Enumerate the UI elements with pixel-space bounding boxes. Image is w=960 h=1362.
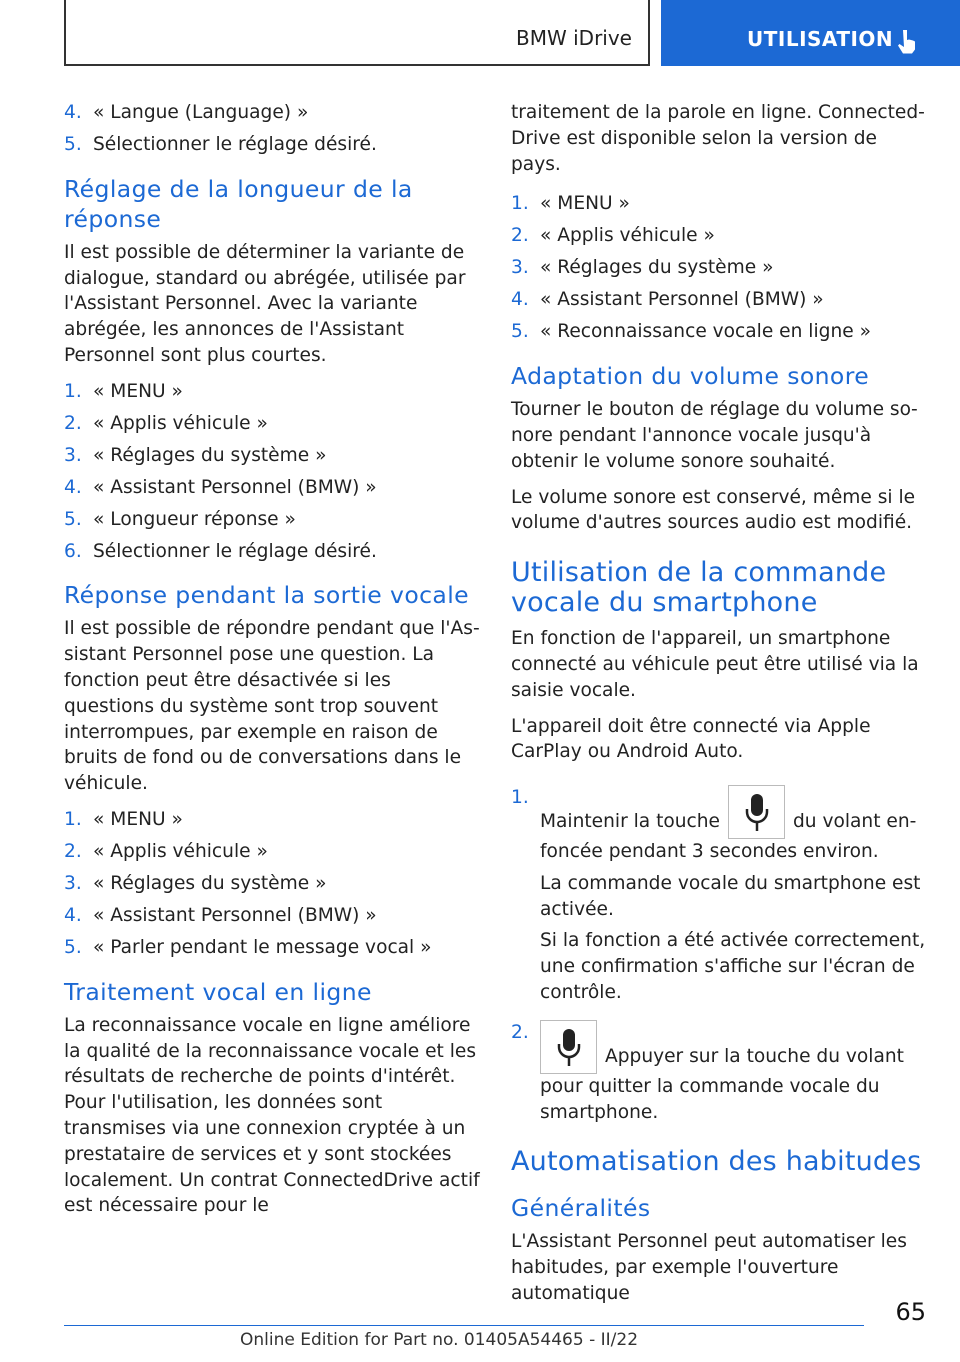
- list-item: [511, 255, 927, 281]
- step-number: 4.: [64, 905, 82, 927]
- step-text: « Réglages du système »: [93, 873, 327, 895]
- right-column: [511, 100, 927, 1317]
- page-number: 65: [895, 1298, 926, 1326]
- step-text: Appuyer sur la touche du volant pour quitter la commande vocale du smartphone.: [540, 1045, 904, 1123]
- chapter-heading: Utilisation de la commande vocale du smartphone: [511, 557, 887, 619]
- step-number: 1.: [64, 380, 82, 402]
- list-item: [511, 319, 927, 345]
- section-heading: Adaptation du volume sonore: [511, 362, 870, 391]
- section-tab-label: UTILISATION: [747, 27, 894, 51]
- chapter-heading: Automatisation des habitudes: [511, 1146, 922, 1178]
- list-item: [64, 443, 480, 469]
- step-text: « Applis véhicule »: [540, 225, 715, 247]
- list-item: [64, 132, 480, 158]
- section-heading: Réglage de la longueur de la réponse: [64, 174, 413, 233]
- step-text: « Applis véhicule »: [93, 841, 268, 863]
- step-number: 5.: [64, 133, 82, 155]
- step-text: Sélectionner le réglage désiré.: [93, 540, 377, 562]
- step-number: 2.: [64, 841, 82, 863]
- step-number: 3.: [511, 257, 529, 279]
- header-frame: [64, 0, 650, 66]
- step-text: « Assistant Personnel (BMW) »: [93, 476, 377, 498]
- step-number: 4.: [64, 102, 82, 123]
- section-heading: Réponse pendant la sortie vocale: [64, 581, 470, 610]
- list-item: [64, 903, 480, 929]
- step-list: [511, 785, 927, 1125]
- step-number: 4.: [511, 289, 529, 311]
- step-text: « Assistant Personnel (BMW) »: [540, 289, 824, 311]
- list-item: [64, 871, 480, 897]
- step-number: 1.: [64, 809, 82, 831]
- step-number: 3.: [64, 444, 82, 466]
- step-number: 5.: [64, 508, 82, 530]
- step-number: 3.: [64, 873, 82, 895]
- header-title: BMW iDrive: [516, 26, 632, 50]
- list-item: [64, 539, 480, 565]
- footer-edition: Online Edition for Part no. 01405A54465 - II/22: [240, 1330, 639, 1350]
- step-text: « Assistant Personnel (BMW) »: [93, 905, 377, 927]
- list-item: [64, 379, 480, 405]
- step-text: « Réglages du système »: [540, 257, 774, 279]
- step-number: 1.: [511, 193, 529, 215]
- paragraph: Il est possible de répondre pendant que l'Assistant Personnel pose une question. La fonction peut être désactivée si les questions du système sont trop souvent interrompues, par exemple en raison de bruits de fond ou de conversations dans le véhicule.: [64, 618, 480, 795]
- footer-divider: [64, 1325, 864, 1326]
- step-list: [64, 379, 480, 565]
- step-subtext: La commande vocale du smartphone est activée.: [540, 872, 921, 920]
- section-heading: Traitement vocal en ligne: [64, 977, 372, 1006]
- list-item: [64, 935, 480, 961]
- list-item: [64, 807, 480, 833]
- step-number: 4.: [64, 476, 82, 498]
- list-item: [64, 475, 480, 501]
- step-subtext: Si la fonction a été activée correctement, une confirmation s'affiche sur l'écran de contrôle.: [540, 930, 926, 1004]
- step-number: 2.: [64, 412, 82, 434]
- list-item: [64, 839, 480, 865]
- paragraph: Le volume sonore est conservé, même si le volume d'autres sources audio est modifié.: [511, 486, 916, 534]
- step-text: « Langue (Language) »: [93, 102, 309, 123]
- paragraph: Il est possible de déterminer la variante de dialogue, standard ou abrégée, utilisée par l'Assistant Personnel. Avec la variante abrégée, les annonces de l'Assistant Personnel sont plus courtes.: [64, 241, 466, 366]
- step-list: [64, 100, 480, 158]
- section-heading: Généralités: [511, 1194, 651, 1223]
- step-number: 1.: [511, 787, 529, 809]
- step-number: 2.: [511, 225, 529, 247]
- list-item: [64, 100, 480, 126]
- step-text: « MENU »: [93, 809, 183, 831]
- step-text: Maintenir la touche: [540, 811, 720, 833]
- list-item: [511, 223, 927, 249]
- step-text: « Reconnaissance vocale en ligne »: [540, 321, 871, 343]
- microphone-icon: [728, 785, 785, 839]
- step-text: Sélectionner le réglage désiré.: [93, 133, 377, 155]
- step-text: « MENU »: [540, 193, 630, 215]
- list-item: [511, 287, 927, 313]
- list-item: [511, 785, 927, 1006]
- hand-pointer-icon: [892, 24, 924, 56]
- step-number: 2.: [511, 1021, 529, 1043]
- step-list: [64, 807, 480, 961]
- paragraph: L'appareil doit être connecté via Apple CarPlay ou Android Auto.: [511, 715, 871, 763]
- step-text: « Applis véhicule »: [93, 412, 268, 434]
- step-number: 5.: [64, 937, 82, 958]
- step-text: « Réglages du système »: [93, 444, 327, 466]
- paragraph: Tourner le bouton de réglage du volume sonore pendant l'annonce vocale jusqu'à obtenir le volume sonore souhaité.: [511, 399, 918, 472]
- step-number: 6.: [64, 540, 82, 562]
- list-item: [511, 1020, 927, 1126]
- list-item: [64, 411, 480, 437]
- left-column: [64, 100, 480, 1229]
- paragraph: traitement de la parole en ligne. ConnectedDrive est disponible selon la version de pays.: [511, 102, 925, 175]
- paragraph: En fonction de l'appareil, un smartphone connecté au véhicule peut être utilisé via la saisie vocale.: [511, 628, 919, 701]
- step-text: « Longueur réponse »: [93, 508, 296, 530]
- step-text: « Parler pendant le message vocal »: [93, 937, 432, 958]
- step-text: du volant enfoncée pendant 3 secondes environ.: [540, 811, 917, 863]
- list-item: [64, 507, 480, 533]
- list-item: [511, 191, 927, 217]
- step-text: « MENU »: [93, 380, 183, 402]
- paragraph: L'Assistant Personnel peut automatiser les habitudes, par exemple l'ouverture automatique: [511, 1231, 907, 1305]
- microphone-icon: [540, 1020, 597, 1074]
- step-list: [511, 191, 927, 345]
- paragraph: La reconnaissance vocale en ligne améliore la qualité de la reconnaissance vocale et les résultats de recherche de points d'intérêt. Pour l'utilisation, les données sont transmises via une connexion cryptée à un prestataire de services et y sont stockées localement. Un contrat ConnectedDrive actif est nécessaire pour le: [64, 1014, 480, 1217]
- step-number: 5.: [511, 321, 529, 343]
